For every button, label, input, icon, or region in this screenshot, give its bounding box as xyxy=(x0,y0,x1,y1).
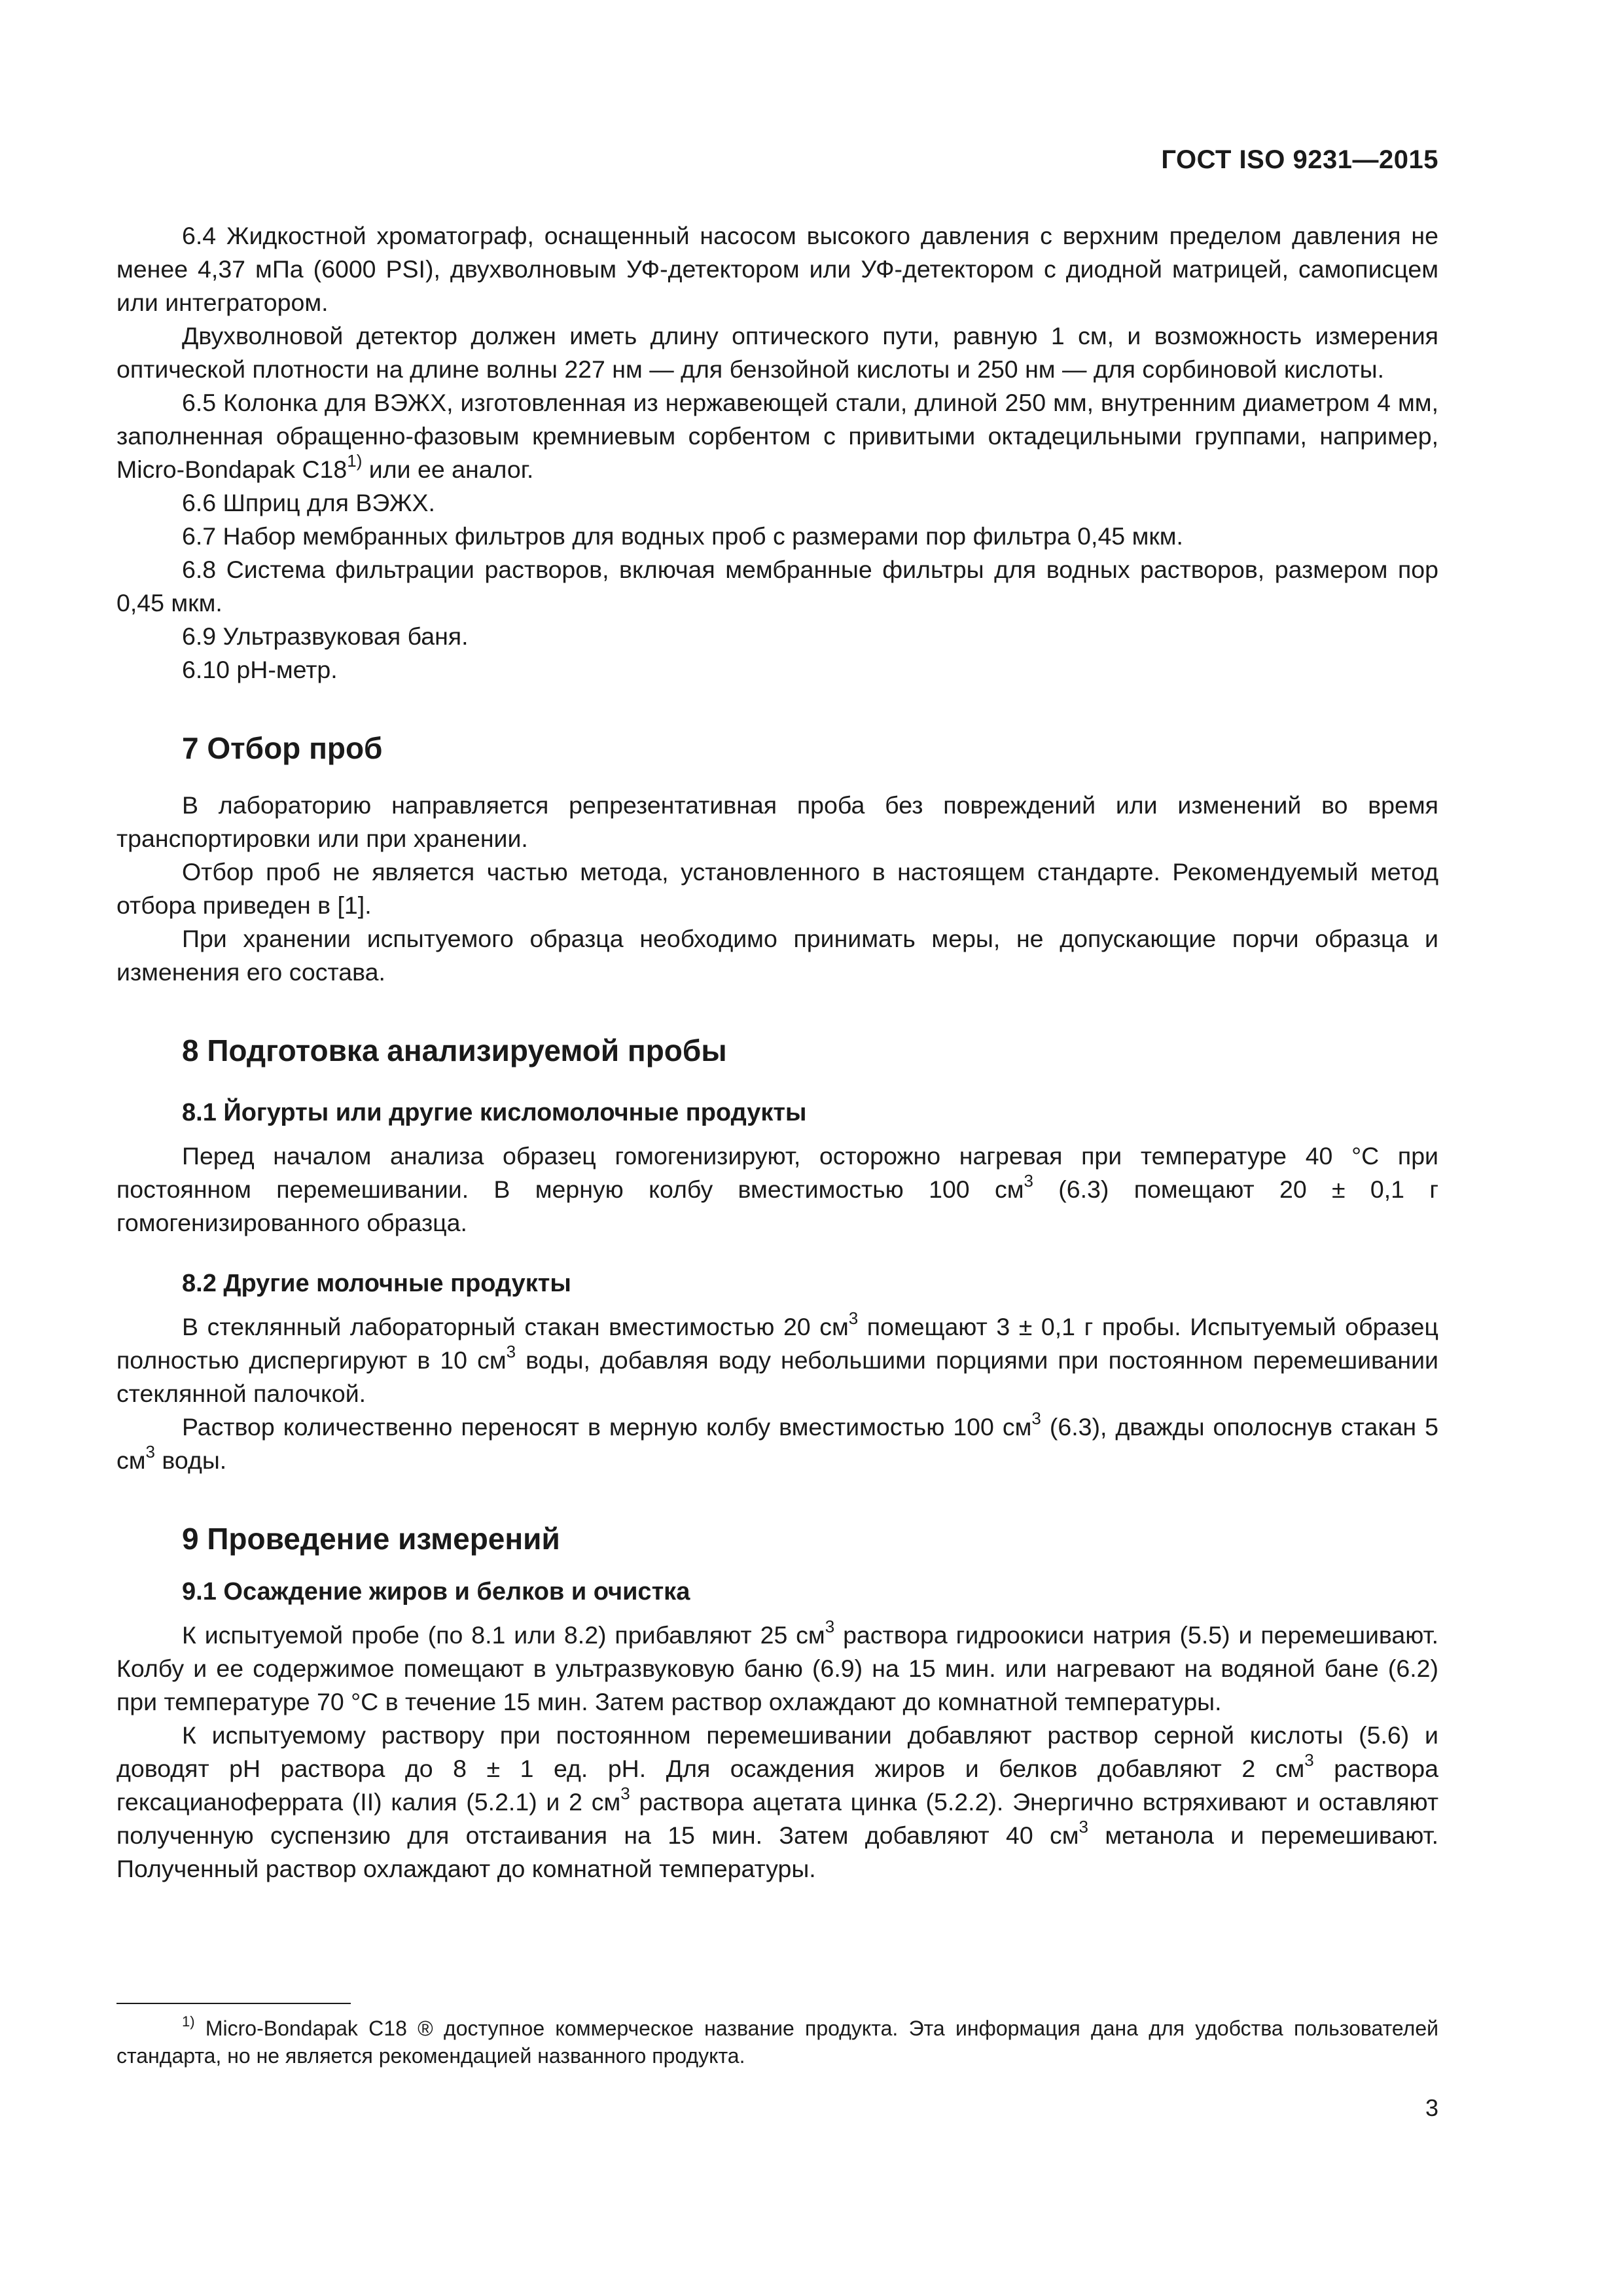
superscript: 3 xyxy=(825,1616,835,1636)
superscript: 3 xyxy=(620,1783,630,1803)
text-segment: Перед началом анализа образец гомогенизируют, осторожно нагревая при температуре 40 °С при постоянном перемешивании. В мерную колбу вместимостью 100 см xyxy=(116,1142,1438,1203)
subsection-heading-9-1: 9.1 Осаждение жиров и белков и очистка xyxy=(182,1578,690,1605)
text-segment: В стеклянный лабораторный стакан вместимостью 20 см xyxy=(182,1313,849,1340)
superscript: 3 xyxy=(145,1441,155,1462)
text-segment: воды, добавляя воду небольшими порциями при постоянном перемешивании стеклянной палочкой. xyxy=(116,1346,1439,1407)
superscript: 3 xyxy=(848,1308,859,1328)
text-segment: помещают 3 ± 0,1 г пробы. Испытуемый образец полностью диспергируют в 10 см xyxy=(116,1313,1438,1374)
paragraph-9-1-a xyxy=(116,1616,1438,1719)
text-segment: раствора ацетата цинка (5.2.2). Энергично встряхивают и оставляют полученную суспензию для отстаивания на 15 мин. Затем добавляют 40 см xyxy=(116,1788,1439,1849)
text-segment: К испытуемому раствору при постоянном перемешивании добавляют раствор серной кислоты (5.6) и доводят pH раствора до 8 ± 1 ед. pH. Для осаждения жиров и белков добавляют 2 см xyxy=(116,1721,1438,1782)
text-segment: К испытуемой пробе (по 8.1 или 8.2) прибавляют 25 см xyxy=(182,1621,825,1649)
footnote-text: Micro-Bondapak C18 ® доступное коммерческое название продукта. Эта информация дана для удобства пользователей стандарта, но не является рекомендацией названного продукта. xyxy=(116,2017,1438,2068)
text-segment: (6.3) помещают 20 ± 0,1 г гомогенизированного образца. xyxy=(116,1175,1439,1236)
text-segment: метанола и перемешивают. Полученный раствор охлаждают до комнатной температуры. xyxy=(116,1821,1438,1882)
text-segment: или ее аналог. xyxy=(362,456,534,483)
page-number: 3 xyxy=(1425,2094,1438,2121)
superscript: 3 xyxy=(1024,1170,1033,1191)
paragraph-8-1 xyxy=(116,1139,1438,1240)
paragraph-8-2-b xyxy=(116,1410,1438,1477)
section-heading-9: 9 Проведение измерений xyxy=(182,1522,560,1556)
paragraph-6-10: 6.10 pH-метр. xyxy=(182,656,338,683)
paragraph-7-1: В лабораторию направляется репрезентативная проба без повреждений или изменений во время транспортировки или при хранении. xyxy=(116,791,1438,852)
footnote-marker: 1) xyxy=(182,2013,195,2030)
paragraph-9-1-b xyxy=(116,1719,1438,1886)
text-segment: (6.3), дважды ополоснув стакан 5 см xyxy=(116,1413,1438,1474)
text-segment: раствора гидроокиси натрия (5.5) и перемешивают. Колбу и ее содержимое помещают в ультразвуковую баню (6.9) на 15 мин. или нагревают на водяной бане (6.2) при температуре 70 °С в течение 15 мин. Затем раствор охлаждают до комнатной температуры. xyxy=(116,1621,1438,1715)
paragraph-6-9: 6.9 Ультразвуковая баня. xyxy=(182,622,469,650)
paragraph-7-2: Отбор проб не является частью метода, установленного в настоящем стандарте. Рекомендуемый метод отбора приведен в [1]. xyxy=(116,858,1438,919)
paragraph-8-2-a xyxy=(116,1310,1438,1410)
subsection-heading-8-2: 8.2 Другие молочные продукты xyxy=(182,1270,571,1297)
superscript: 3 xyxy=(1079,1816,1089,1837)
footnote-separator xyxy=(116,2003,351,2004)
paragraph-6-4: 6.4 Жидкостной хроматограф, оснащенный насосом высокого давления с верхним пределом давления не менее 4,37 мПа (6000 PSI), двухволновым УФ-детектором или УФ-детектором с диодной матрицей, самописцем или интегратором. xyxy=(116,222,1438,316)
text-segment: 6.5 Колонка для ВЭЖХ, изготовленная из нержавеющей стали, длиной 250 мм, внутренним диаметром 4 мм, заполненная обращенно-фазовым кремниевым сорбентом с привитыми октадецильными группами, например, Micro-Bondapak C18 xyxy=(116,389,1438,483)
section-heading-8: 8 Подготовка анализируемой пробы xyxy=(182,1033,727,1067)
section-heading-7: 7 Отбор проб xyxy=(182,731,383,765)
paragraph-6-6: 6.6 Шприц для ВЭЖХ. xyxy=(182,489,435,516)
superscript: 3 xyxy=(1304,1749,1314,1770)
superscript: 3 xyxy=(1031,1408,1041,1428)
text-segment: Раствор количественно переносят в мерную колбу вместимостью 100 см xyxy=(182,1413,1032,1441)
superscript: 3 xyxy=(506,1341,516,1361)
paragraph-6-5 xyxy=(116,386,1438,486)
paragraph-6-7: 6.7 Набор мембранных фильтров для водных проб с размерами пор фильтра 0,45 мкм. xyxy=(182,522,1183,550)
footnote xyxy=(116,2015,1438,2070)
text-segment: воды. xyxy=(155,1446,227,1474)
subsection-heading-8-1: 8.1 Йогурты или другие кисломолочные продукты xyxy=(182,1099,807,1126)
paragraph-6-8: 6.8 Система фильтрации растворов, включая мембранные фильтры для водных растворов, размером пор 0,45 мкм. xyxy=(116,556,1438,617)
text-segment: раствора гексацианоферрата (II) калия (5.2.1) и 2 см xyxy=(116,1755,1438,1816)
document-code-header: ГОСТ ISO 9231—2015 xyxy=(1161,145,1438,174)
footnote-reference: 1) xyxy=(347,450,363,471)
main-content xyxy=(116,219,1438,1886)
paragraph-7-3: При хранении испытуемого образца необходимо принимать меры, не допускающие порчи образца и изменения его состава. xyxy=(116,925,1438,986)
paragraph-6-4-detector: Двухволновой детектор должен иметь длину оптического пути, равную 1 см, и возможность измерения оптической плотности на длине волны 227 нм — для бензойной кислоты и 250 нм — для сорбиновой кислоты. xyxy=(116,322,1438,383)
